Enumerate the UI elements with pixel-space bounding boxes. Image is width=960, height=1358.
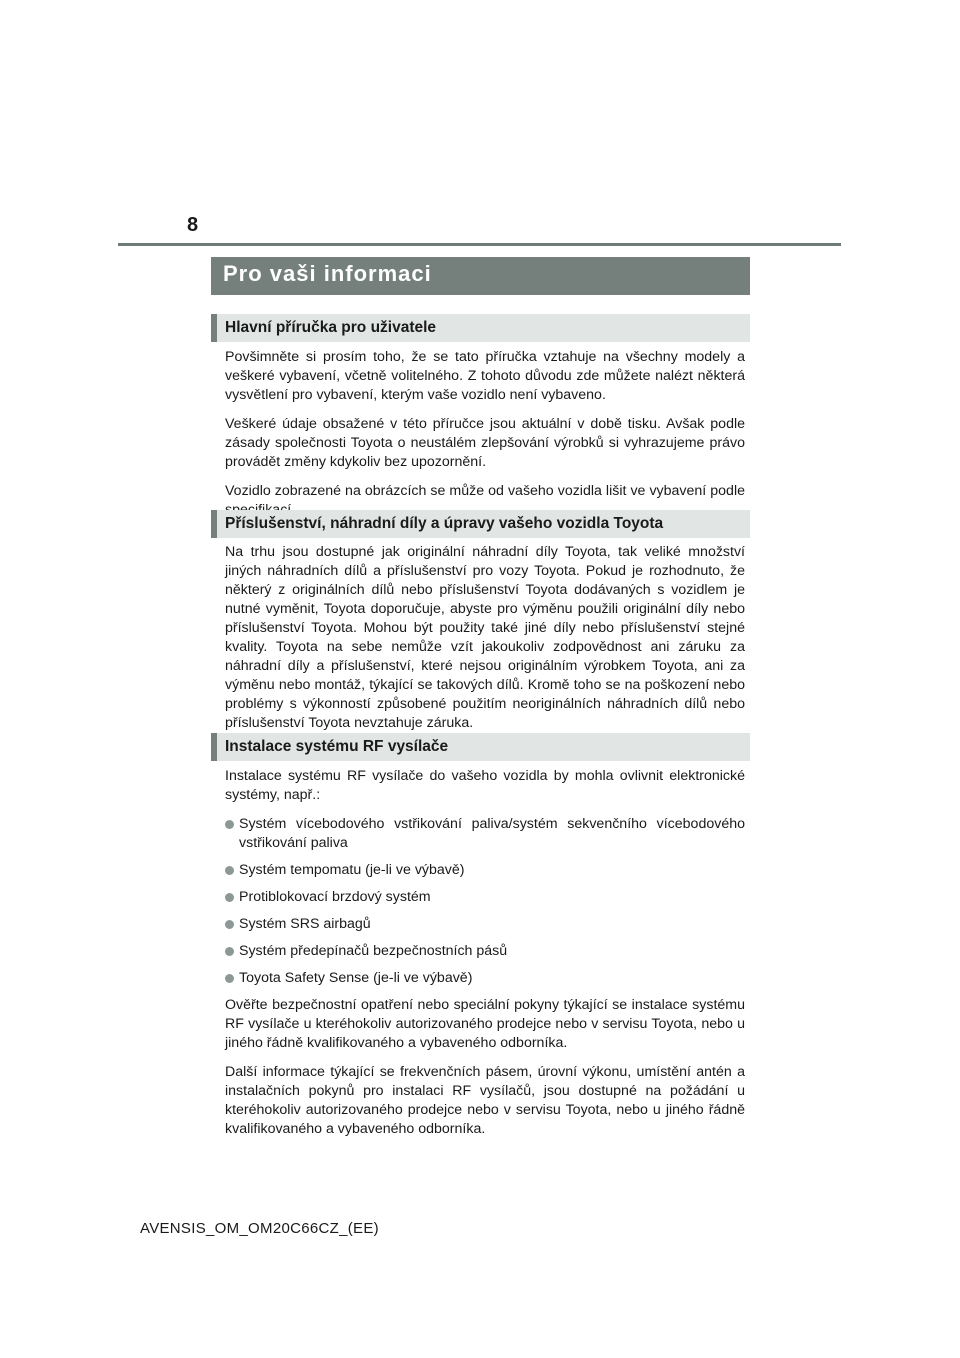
section-accessories-body (225, 543, 745, 743)
list-item-text: Toyota Safety Sense (je-li ve výbavě) (239, 970, 473, 986)
footer-document-code: AVENSIS_OM_OM20C66CZ_(EE) (140, 1220, 379, 1237)
list-item-text: Systém vícebodového vstřikování paliva/systém sekvenčního vícebodového vstřikování paliva (239, 816, 745, 851)
paragraph: Vozidlo zobrazené na obrázcích se může od vašeho vozidla lišit ve vybavení podle (225, 483, 745, 499)
list-item (225, 969, 745, 988)
list-item-text: Systém předepínačů bezpečnostních pásů (239, 943, 508, 959)
bullet-icon (225, 974, 234, 983)
section-user-manual-body (225, 348, 745, 530)
page-number: 8 (187, 214, 199, 236)
list-item (225, 942, 745, 961)
section-heading-user-manual: Hlavní příručka pro uživatele (211, 314, 750, 342)
section-heading-rf-transmitter: Instalace systému RF vysílače (211, 733, 750, 761)
paragraph: Povšimněte si prosím toho, že se tato příručka vztahuje na všechny modely a veškeré vybavení, včetně volitelného. Z tohoto důvodu zde můžete nalézt některá vysvětlení pro vybavení, kterým vaše vozidlo není vybaveno. (225, 349, 745, 403)
list-item-text: Protiblokovací brzdový systém (239, 889, 431, 905)
list-item (225, 815, 745, 853)
list-item (225, 861, 745, 880)
list-item (225, 888, 745, 907)
list-item-text: Systém SRS airbagů (239, 916, 371, 932)
bullet-icon (225, 866, 234, 875)
paragraph: Instalace systému RF vysílače do vašeho vozidla by mohla ovlivnit elektronické systémy, např.: (225, 768, 745, 803)
bullet-icon (225, 920, 234, 929)
paragraph: Na trhu jsou dostupné jak originální náhradní díly Toyota, tak veliké množství jiných náhradních dílů a příslušenství pro vozy Toyota. Pokud je rozhodnuto, že některý z originálních dílů nebo příslušenství Toyota dodávaných s vozidlem je nutné vyměnit, Toyota doporučuje, abyste pro výměnu použili originální díly nebo příslušenství Toyota. Mohou být použity také jiné díly nebo příslušenství stejné kvality. Toyota na sebe nemůže vzít jakoukoliv zodpovědnost ani záruku za náhradní díly a příslušenství, které nejsou originálním výrobkem Toyota, ani za výměnu nebo montáž, týkající se takových dílů. Kromě toho se na poškození nebo problémy s výkonností způsobené použitím neoriginálních náhradních dílů nebo příslušenství Toyota nevztahuje záruka. (225, 544, 745, 731)
bullet-icon (225, 820, 234, 829)
paragraph: Veškeré údaje obsažené v této příručce jsou aktuální v době tisku. Avšak podle zásady společnosti Toyota o neustálém zlepšování výrobků si vyhrazujeme právo provádět změny kdykoliv bez upozornění. (225, 416, 745, 470)
list-item (225, 915, 745, 934)
paragraph: Další informace týkající se frekvenčních pásem, úrovní výkonu, umístění antén a instalačních pokynů pro instalaci RF vysílačů, jsou dostupné na požádání u kteréhokoliv autorizovaného prodejce nebo v servisu Toyota, nebo u jiného řádně kvalifikovaného a vybaveného odborníka. (225, 1064, 745, 1137)
section-heading-accessories: Příslušenství, náhradní díly a úpravy vašeho vozidla Toyota (211, 510, 750, 538)
bullet-icon (225, 947, 234, 956)
section-rf-transmitter-body (225, 767, 745, 1149)
top-rule (118, 243, 841, 246)
bullet-icon (225, 893, 234, 902)
bullet-list (225, 815, 745, 988)
paragraph: Ověřte bezpečnostní opatření nebo speciální pokyny týkající se instalace systému RF vysílače u kteréhokoliv autorizovaného prodejce nebo v servisu Toyota, nebo u jiného řádně kvalifikovaného a vybaveného odborníka. (225, 997, 745, 1051)
page-title: Pro vaši informaci (211, 257, 750, 295)
list-item-text: Systém tempomatu (je-li ve výbavě) (239, 862, 465, 878)
